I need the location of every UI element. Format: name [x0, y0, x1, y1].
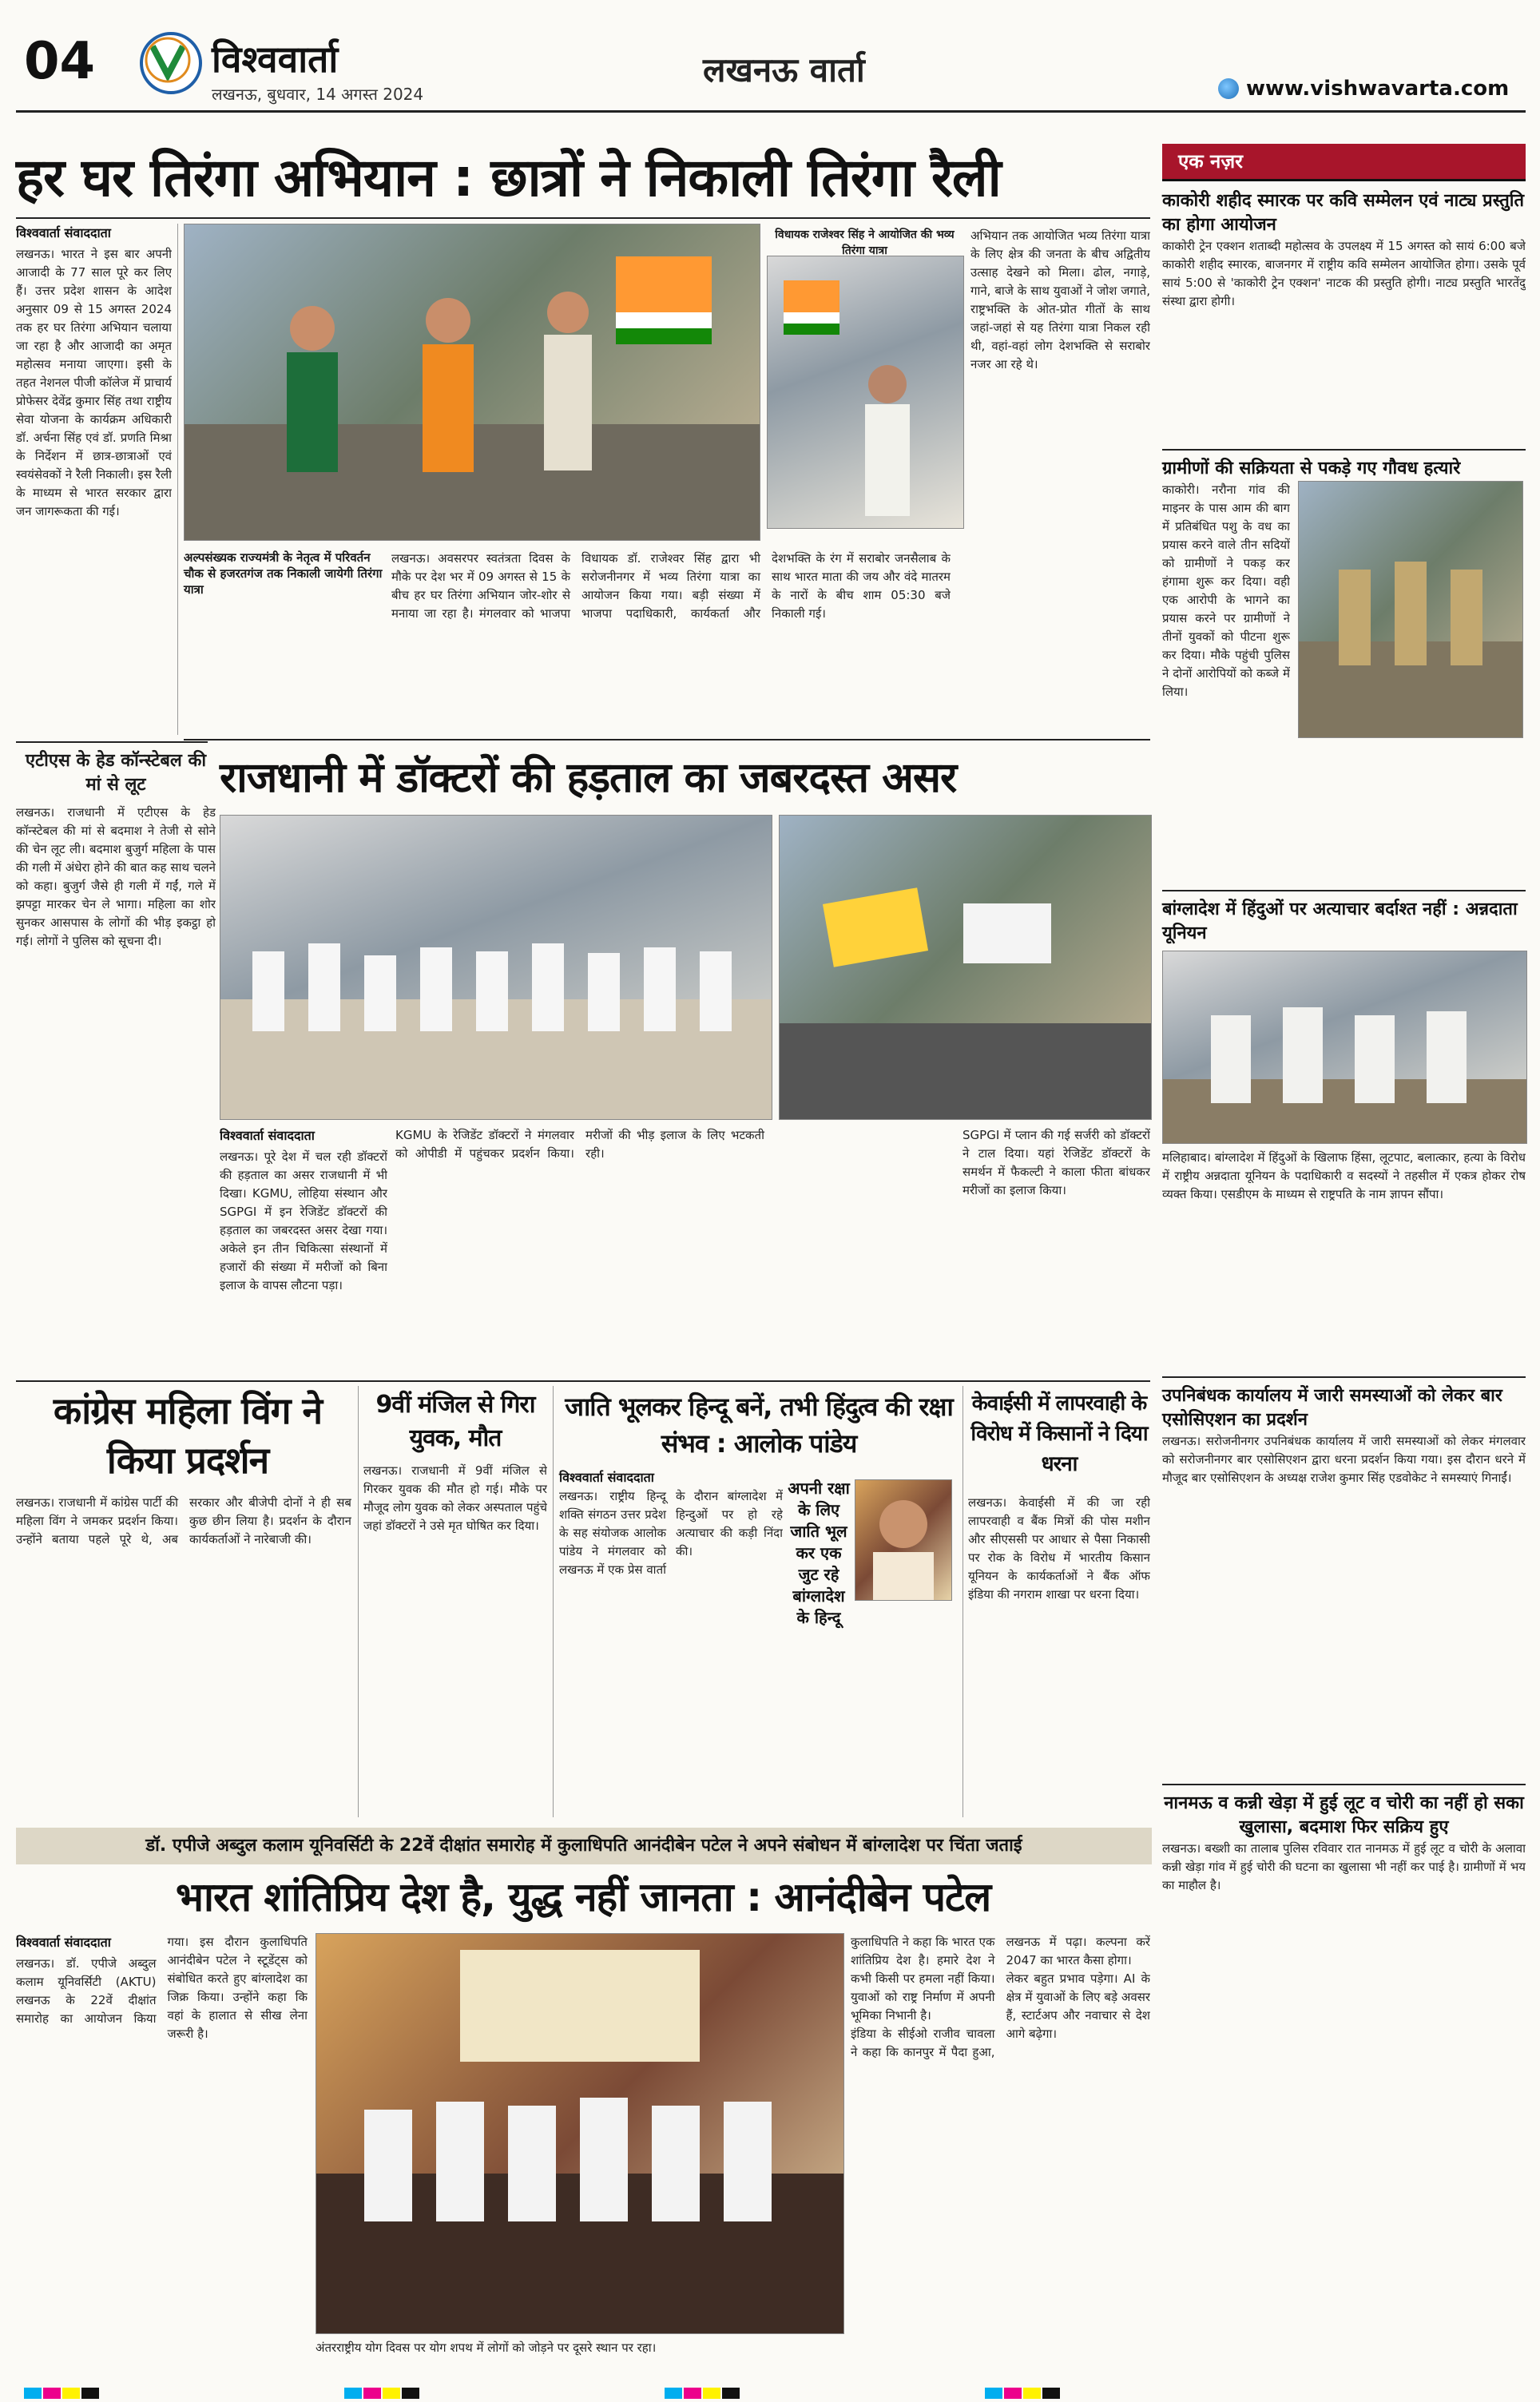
lead-body-2: लखनऊ। अवसरपर स्वतंत्रता दिवस के मौके पर देश भर में 09 अगस्त से 15 के बीच हर घर तिरंगा अभियान जोर-शोर से मनाया जा रहा है। मंगलवार को भाजपा विधायक डॉ. राजेश्वर सिंह द्वारा भी सरोजनीनगर में भव्य तिरंगा यात्रा का आयोजन किया गया। बड़ी संख्या में भाजपा पदाधिकारी, कार्यकर्ता और देशभक्ति के रंग में सराबोर जनसैलाब के साथ भारत माता की जय और वंदे मातरम के नारों के बीच शाम 05:30 बजे निकाली गई।: [391, 551, 951, 621]
sidebar-item-body: मलिहाबाद। बांग्लादेश में हिंदुओं के खिलाफ हिंसा, लूटपाट, बलात्कार, हत्या के विरोध में राष्ट्रीय अन्नदाता यूनियन के पदाधिकारी व सदस्यों ने तहसील में एकत्र होकर रोष व्यक्त किया। एसडीएम के माध्यम से राष्ट्रपति के नाम ज्ञापन सौंपा।: [1162, 1150, 1526, 1201]
sidebar-item-headline: ग्रामीणों की सक्रियता से पकड़े गए गौवध हत्यारे: [1162, 459, 1461, 478]
fall-headline: 9वीं मंजिल से गिरा युवक, मौत: [375, 1391, 535, 1452]
lead-body-col-mid: [391, 550, 951, 735]
sidebar-item-body-cont: [1162, 738, 1526, 890]
fall-body: लखनऊ। राजधानी में 9वीं मंजिल से गिरकर युवक की मौत हो गई। मौके पर मौजूद लोग युवक को लेकर अस्पताल पहुंचे जहां डॉक्टरों ने उसे मृत घोषित कर दिया।: [363, 1463, 547, 1533]
sidebar-item-bangladesh: [1162, 898, 1526, 1376]
doctors-photo-1: [220, 815, 772, 1120]
lead-photo-yatra: [767, 256, 964, 529]
doctors-body-col2: [395, 1126, 955, 1374]
sidebar-item-headline: नानमऊ व कन्नी खेड़ा में हुई लूट व चोरी का नहीं हो सका खुलासा, बदमाश फिर सक्रिय हुए: [1164, 1793, 1524, 1837]
sidebar-item-body: काकोरी ट्रेन एक्शन शताब्दी महोत्सव के उपलक्ष्य में 15 अगस्त को सायं 6:00 बजे काकोरी शहीद स्मारक, बाजनगर में राष्ट्रीय कवि सम्मेलन आयोजित होगा। उसके पूर्व सायं 5:00 से 'काकोरी ट्रेन एक्शन' नाटक की प्रस्तुति होगी। नाट्य प्रस्तुति भारतेंदु संस्था द्वारा होगी।: [1162, 239, 1526, 308]
doctors-photo-2: [779, 815, 1152, 1120]
page-number: 04: [24, 32, 96, 91]
dateline: लखनऊ, बुधवार, 14 अगस्त 2024: [212, 85, 424, 104]
sidebar-item-headline: बांग्लादेश में हिंदुओं पर अत्याचार बर्दाश्त नहीं : अन्नदाता यूनियन: [1162, 899, 1518, 943]
ats-story: [16, 741, 216, 1380]
lead-headline: हर घर तिरंगा अभियान : छात्रों ने निकाली तिरंगा रैली: [16, 147, 1001, 208]
kalam-body-col2: [851, 1933, 1150, 2380]
doctors-body-2: KGMU के रेजिडेंट डॉक्टरों ने मंगलवार को ओपीडी में पहुंचकर प्रदर्शन किया। मरीजों की भीड़ इलाज के लिए भटकती रही।: [395, 1128, 764, 1161]
doctors-body: लखनऊ। पूरे देश में चल रही डॉक्टरों की हड़ताल का असर राजधानी में भी दिखा। KGMU, लोहिया संस्थान और SGPGI में इन रेजिडेंट डॉक्टरों की हड़ताल का जबरदस्त असर देखा गया। अकेले इन तीन चिकित्सा संस्थानों में हजारों की संख्या में मरीजों को बिना इलाज के वापस लौटना पड़ा।: [220, 1149, 387, 1292]
sidebar-header: [1162, 144, 1526, 181]
sidebar-photo-union: [1162, 951, 1527, 1144]
sidebar-item-body: काकोरी। नरौना गांव की माइनर के पास आम की बाग में प्रतिबंधित पशु के वध का प्रयास करने वाले तीन सदियों को ग्रामीणों ने पकड़ कर हंगामा शुरू कर दिया। वही एक आरोपी के भागने का प्रयास करने पर ग्रामीणों ने तीनों युवकों को पीटना शुरू कर दिया। मौके पहुंची पुलिस ने दोनों आरोपियों को कब्जे में लिया।: [1162, 482, 1290, 699]
sidebar-item-registrar: [1162, 1384, 1526, 1784]
hindu-byline: विश्ववार्ता संवाददाता: [559, 1470, 654, 1485]
sidebar-photo-police: [1298, 481, 1523, 738]
lead-body-col1: [16, 224, 172, 735]
color-bar: [24, 2387, 1518, 2398]
kalam-convocation-photo: [316, 1933, 844, 2334]
lead-photo-rally: [184, 224, 760, 541]
kalam-body: लखनऊ। डॉ. एपीजे अब्दुल कलाम यूनिवर्सिटी (AKTU) लखनऊ के 22वें दीक्षांत समारोह का आयोजन किया गया। इस दौरान कुलाधिपति आनंदीबेन पटेल ने स्टूडेंट्स को संबोधित करते हुए बांग्लादेश का जिक्र किया। उन्होंने कहा कि वहां के हालात से सीख लेना जरूरी है।: [16, 1935, 308, 2041]
lead-photo-caption: विधायक राजेश्वर सिंह ने आयोजित की भव्य तिरंगा यात्रा: [775, 228, 955, 257]
section-name: लखनऊ वार्ता: [703, 50, 865, 89]
sidebar: [1162, 144, 1526, 2380]
kalam-kicker: डॉ. एपीजे अब्दुल कलाम यूनिवर्सिटी के 22वें दीक्षांत समारोह में कुलाधिपति आनंदीबेन पटेल ने अपने संबोधन में बांग्लादेश पर चिंता जताई: [16, 1828, 1152, 1864]
masthead: [0, 0, 1540, 112]
sidebar-header-label: एक नज़र: [1178, 150, 1244, 173]
doctors-body-3: SGPGI में प्लान की गई सर्जरी को डॉक्टरों ने टाल दिया। यहां रेजिडेंट डॉक्टरों के समर्थन में फैकल्टी ने काला फीता बांधकर मरीजों का इलाज किया।: [963, 1128, 1150, 1197]
hindu-body: लखनऊ। राष्ट्रीय हिन्दू शक्ति संगठन उत्तर प्रदेश के सह संयोजक आलोक पांडेय ने मंगलवार को लखनऊ में एक प्रेस वार्ता के दौरान बांग्लादेश में हिन्दुओं पर हो रहे अत्याचार की कड़ी निंदा की।: [559, 1489, 783, 1577]
lead-body-3: अभियान तक आयोजित भव्य तिरंगा यात्रा के लिए क्षेत्र की जनता के बीच अद्वितीय उत्साह देखने को मिला। ढोल, नगाड़े, गाने, बाजे के साथ युवाओं ने जोश जगाते, राष्ट्रभक्ति के ओत-प्रोत गीतों के साथ जहां-जहां से यह तिरंगा यात्रा निकल रही थी, वहां-वहां लोग देशभक्ति से सराबोर नजर आ रहे थे।: [970, 228, 1150, 371]
kalam-headline: भारत शांतिप्रिय देश है, युद्ध नहीं जानता : आनंदीबेन पटेल: [175, 1874, 991, 1920]
kalam-byline: विश्ववार्ता संवाददाता: [16, 1935, 111, 1950]
lead-body: लखनऊ। भारत ने इस बार अपनी आजादी के 77 साल पूरे कर लिए हैं। उत्तर प्रदेश शासन के आदेश अनुसार 09 से 15 अगस्त 2024 तक हर घर तिरंगा अभियान चलाया जा रहा है और आजादी का अमृत महोत्सव मनाया जाएगा। इसी के तहत नेशनल पीजी कॉलेज में प्राचार्य प्रोफेसर देवेंद्र कुमार सिंह तथा राष्ट्रीय सेवा योजना के कार्यक्रम अधिकारी डॉ. अर्चना सिंह एवं डॉ. प्रणति मिश्रा के निर्देशन में छात्र-छात्राओं एवं स्वयंसेवकों ने रैली निकाली। इस रैली के माध्यम से भारत सरकार द्वारा जन जागरूकता की गई।: [16, 247, 172, 518]
paper-name: विश्ववार्ता: [212, 38, 339, 81]
hindu-headline: जाति भूलकर हिन्दू बनें, तभी हिंदुत्व की रक्षा संभव : आलोक पांडेय: [565, 1392, 953, 1459]
kalam-body-3: इंडिया के सीईओ राजीव चावला ने कहा कि कानपुर में पैदा हुआ, लखनऊ में पढ़ा। कल्पना करें 2047 का भारत कैसा होगा।: [851, 1935, 1150, 2059]
globe-icon: [1218, 78, 1239, 99]
sidebar-item-headline: उपनिबंधक कार्यालय में जारी समस्याओं को लेकर बार एसोसिएशन का प्रदर्शन: [1162, 1386, 1502, 1430]
doctors-body-col3: [963, 1126, 1150, 1374]
website[interactable]: www.vishwavarta.com: [1246, 77, 1510, 101]
sidebar-item-loot: [1162, 1792, 1526, 2143]
lead-byline: विश्ववार्ता संवाददाता: [16, 225, 111, 240]
lead-body-col-right: [970, 227, 1150, 738]
kalam-photo-caption: अंतरराष्ट्रीय योग दिवस पर योग शपथ में लोगों को जोड़ने पर दूसरे स्थान पर रहा।: [316, 2340, 657, 2355]
sidebar-item-body: लखनऊ। बख्शी का तालाब पुलिस रविवार रात नानमऊ में हुई लूट व चोरी के अलावा कन्नी खेड़ा गांव में हुई चोरी की घटना का खुलासा भी नहीं कर पाई है। ग्रामीणों में भय का माहौल है।: [1162, 1841, 1526, 1892]
logo-icon: [140, 32, 202, 94]
hindu-quote: अपनी रक्षा के लिए जाति भूल कर एक जुट रहे बांग्लादेश के हिन्दू: [788, 1479, 850, 1627]
hindu-portrait: [855, 1479, 952, 1601]
congress-headline: कांग्रेस महिला विंग ने किया प्रदर्शन: [53, 1389, 323, 1482]
farmers-headline: केवाईसी में लापरवाही के विरोध में किसानों ने दिया धरना: [970, 1392, 1148, 1476]
congress-body: लखनऊ। राजधानी में कांग्रेस पार्टी की महिला विंग ने जमकर प्रदर्शन किया। उन्होंने बताया पहले पूरे थे, अब सरकार और बीजेपी दोनों ने ही सब कुछ छीन लिया है। प्रदर्शन के दौरान कार्यकर्ताओं ने नारेबाजी की।: [16, 1495, 351, 1546]
doctors-body-col1: [220, 1126, 387, 1374]
lead-subcaption: अल्पसंख्यक राज्यमंत्री के नेतृत्व में परिवर्तन चौक से हजरतगंज तक निकाली जायेगी तिरंगा यात्रा: [184, 550, 383, 597]
doctors-headline: राजधानी में डॉक्टरों की हड़ताल का जबरदस्त असर: [220, 754, 957, 802]
kalam-body-col1: [16, 1933, 308, 2380]
doctors-byline: विश्ववार्ता संवाददाता: [220, 1128, 315, 1143]
farmers-body: लखनऊ। केवाईसी में की जा रही लापरवाही व बैंक मित्रों की पोस मशीन और सीएससी पर आधार से पैसा निकासी पर रोक के विरोध में भारतीय किसान यूनियन के कार्यकर्ताओं ने बैंक ऑफ इंडिया की नगराम शाखा पर धरना दिया।: [968, 1495, 1150, 1602]
sidebar-item-kakori: [1162, 189, 1526, 449]
sidebar-item-body: लखनऊ। सरोजनीनगर उपनिबंधक कार्यालय में जारी समस्याओं को लेकर मंगलवार को सरोजनीनगर बार एसोसिएशन द्वारा धरना प्रदर्शन किया गया। इस दौरान धरने में मौजूद बार एसोसिएशन के अध्यक्ष राजेश कुमार सिंह एडवोकेट ने समस्याएं गिनाईं।: [1162, 1434, 1526, 1485]
sidebar-item-headline: काकोरी शहीद स्मारक पर कवि सम्मेलन एवं नाट्य प्रस्तुति का होगा आयोजन: [1162, 191, 1525, 235]
ats-body: लखनऊ। राजधानी में एटीएस के हेड कॉन्स्टेबल की मां से बदमाश ने तेजी से सोने की चेन लूट ली। बदमाश बुजुर्ग महिला के पास की गली में अंधेरा होने की बात कह साथ चलने को कहा। बुजुर्ग जैसे ही गली में गईं, गले में झपट्टा मारकर चेन ले भागा। महिला का शोर सुनकर आसपास के लोगों की भीड़ इकट्ठा हो गई। लोगों ने पुलिस को सूचना दी।: [16, 805, 216, 948]
sidebar-item-cattle: [1162, 457, 1526, 890]
kalam-body-4: लेकर बहुत प्रभाव पड़ेगा। AI के क्षेत्र में युवाओं के लिए बड़े अवसर हैं, स्टार्टअप और नवाचार से देश आगे बढ़ेगा।: [1006, 1971, 1150, 2041]
ats-headline: एटीएस के हेड कॉन्स्टेबल की मां से लूट: [25, 751, 207, 795]
kalam-body-2: कुलाधिपति ने कहा कि भारत एक शांतिप्रिय देश है। हमारे देश ने कभी किसी पर हमला नहीं किया। युवाओं को राष्ट्र निर्माण में अपनी भूमिका निभानी है।: [851, 1935, 995, 2023]
